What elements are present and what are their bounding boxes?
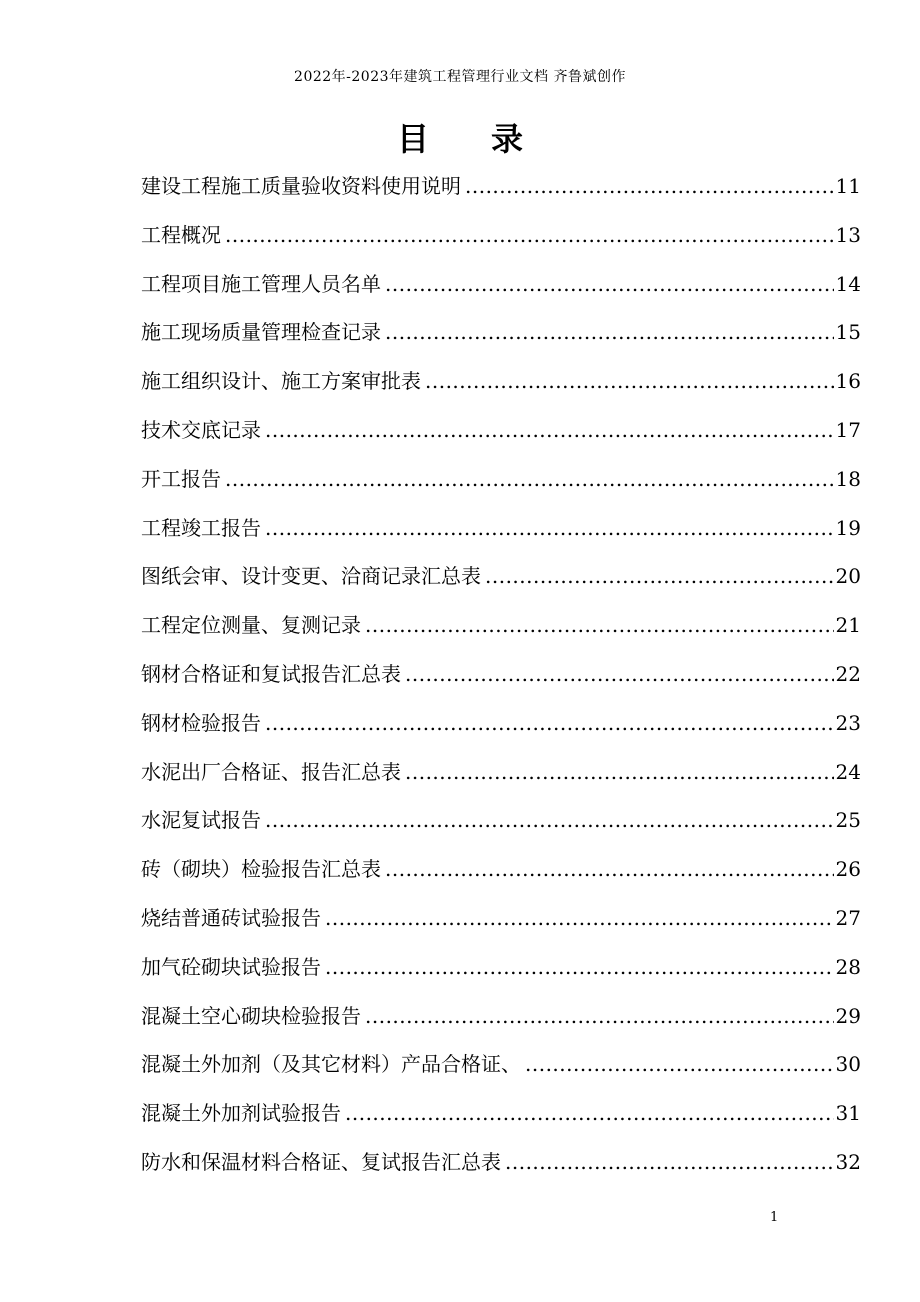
toc-entry-page-number: 27	[835, 905, 861, 930]
toc-entry-title: 钢材合格证和复试报告汇总表	[141, 661, 401, 686]
toc-entry-page-number: 13	[835, 222, 861, 247]
toc-entry[interactable]	[141, 900, 861, 949]
toc-entry-title: 水泥复试报告	[141, 808, 261, 833]
toc-entry-title: 工程定位测量、复测记录	[141, 613, 361, 638]
toc-dot-leader	[505, 1144, 834, 1180]
toc-entry[interactable]	[141, 802, 861, 851]
toc-entry-page-number: 20	[835, 564, 861, 589]
toc-dot-leader	[265, 802, 834, 838]
toc-dot-leader	[225, 461, 834, 497]
toc-entry-page-number: 14	[835, 271, 861, 296]
toc-dot-leader	[405, 754, 834, 790]
toc-entry-page-number: 15	[835, 320, 861, 345]
toc-entry-page-number: 18	[835, 466, 861, 491]
toc-entry[interactable]	[141, 607, 861, 656]
toc-dot-leader	[385, 314, 834, 350]
toc-dot-leader	[345, 1095, 834, 1131]
toc-entry-page-number: 21	[835, 613, 861, 638]
toc-entry[interactable]	[141, 510, 861, 559]
toc-entry-page-number: 23	[835, 710, 861, 735]
toc-entry-page-number: 26	[835, 857, 861, 882]
page-number: 1	[770, 1210, 779, 1225]
toc-entry[interactable]	[141, 266, 861, 315]
page-title	[0, 114, 920, 160]
toc-entry[interactable]	[141, 656, 861, 705]
toc-entry-page-number: 11	[835, 174, 861, 198]
toc-dot-leader	[325, 949, 834, 985]
toc-dot-leader	[525, 1046, 834, 1082]
toc-dot-leader	[425, 363, 834, 399]
toc-entry-title: 工程竣工报告	[141, 515, 261, 540]
title-char-1: 目	[396, 120, 429, 158]
toc-entry-title: 加气砼砌块试验报告	[141, 954, 321, 979]
toc-entry-page-number: 25	[835, 808, 861, 833]
toc-dot-leader	[385, 266, 834, 302]
toc-entry-page-number: 19	[835, 515, 861, 540]
toc-entry-page-number: 16	[835, 369, 861, 394]
toc-entry[interactable]	[141, 1095, 861, 1144]
toc-dot-leader	[325, 900, 834, 936]
toc-entry-title: 施工组织设计、施工方案审批表	[141, 369, 421, 394]
toc-entry[interactable]	[141, 217, 861, 266]
toc-entry[interactable]	[141, 1144, 861, 1193]
toc-entry[interactable]	[141, 851, 861, 900]
toc-dot-leader	[265, 510, 834, 546]
toc-entry-page-number: 31	[835, 1101, 861, 1126]
toc-dot-leader	[405, 656, 834, 692]
toc-entry-title: 施工现场质量管理检查记录	[141, 320, 381, 345]
toc-entry[interactable]	[141, 363, 861, 412]
toc-entry[interactable]	[141, 705, 861, 754]
toc-entry-title: 混凝土外加剂试验报告	[141, 1101, 341, 1126]
toc-dot-leader	[265, 705, 834, 741]
toc-entry-page-number: 30	[835, 1052, 861, 1077]
toc-entry[interactable]	[141, 754, 861, 803]
toc-dot-leader	[225, 217, 834, 253]
toc-entry[interactable]	[141, 998, 861, 1047]
toc-dot-leader	[365, 607, 834, 643]
toc-entry-page-number: 17	[835, 417, 861, 442]
toc-entry-title: 防水和保温材料合格证、复试报告汇总表	[141, 1149, 501, 1174]
toc-entry[interactable]	[141, 314, 861, 363]
toc-entry-page-number: 32	[835, 1149, 861, 1174]
toc-entry-title: 混凝土空心砌块检验报告	[141, 1003, 361, 1028]
toc-entry[interactable]	[141, 461, 861, 510]
toc-entry-title: 砖（砌块）检验报告汇总表	[141, 857, 381, 882]
document-header: 2022年-2023年建筑工程管理行业文档 齐鲁斌创作	[294, 69, 626, 85]
toc-entry[interactable]	[141, 168, 861, 217]
toc-dot-leader	[265, 412, 834, 448]
toc-entry[interactable]	[141, 558, 861, 607]
toc-entry-title: 水泥出厂合格证、报告汇总表	[141, 759, 401, 784]
table-of-contents	[141, 168, 861, 1193]
title-char-2: 录	[491, 120, 524, 158]
toc-entry-page-number: 22	[835, 661, 861, 686]
toc-entry[interactable]	[141, 412, 861, 461]
toc-entry-title: 工程概况	[141, 222, 221, 247]
toc-entry-page-number: 29	[835, 1003, 861, 1028]
toc-entry[interactable]	[141, 1046, 861, 1095]
toc-entry-page-number: 24	[835, 759, 861, 784]
toc-entry-title: 工程项目施工管理人员名单	[141, 271, 381, 296]
toc-entry-title: 钢材检验报告	[141, 710, 261, 735]
toc-entry-title: 烧结普通砖试验报告	[141, 905, 321, 930]
toc-entry-title: 技术交底记录	[141, 417, 261, 442]
toc-entry-title: 建设工程施工质量验收资料使用说明	[141, 174, 461, 198]
toc-entry[interactable]	[141, 949, 861, 998]
toc-dot-leader	[485, 558, 834, 594]
toc-entry-title: 混凝土外加剂（及其它材料）产品合格证、	[141, 1052, 521, 1077]
toc-dot-leader	[385, 851, 834, 887]
toc-entry-page-number: 28	[835, 954, 861, 979]
toc-entry-title: 开工报告	[141, 466, 221, 491]
toc-dot-leader	[465, 168, 834, 204]
toc-dot-leader	[365, 998, 834, 1034]
toc-entry-title: 图纸会审、设计变更、洽商记录汇总表	[141, 564, 481, 589]
